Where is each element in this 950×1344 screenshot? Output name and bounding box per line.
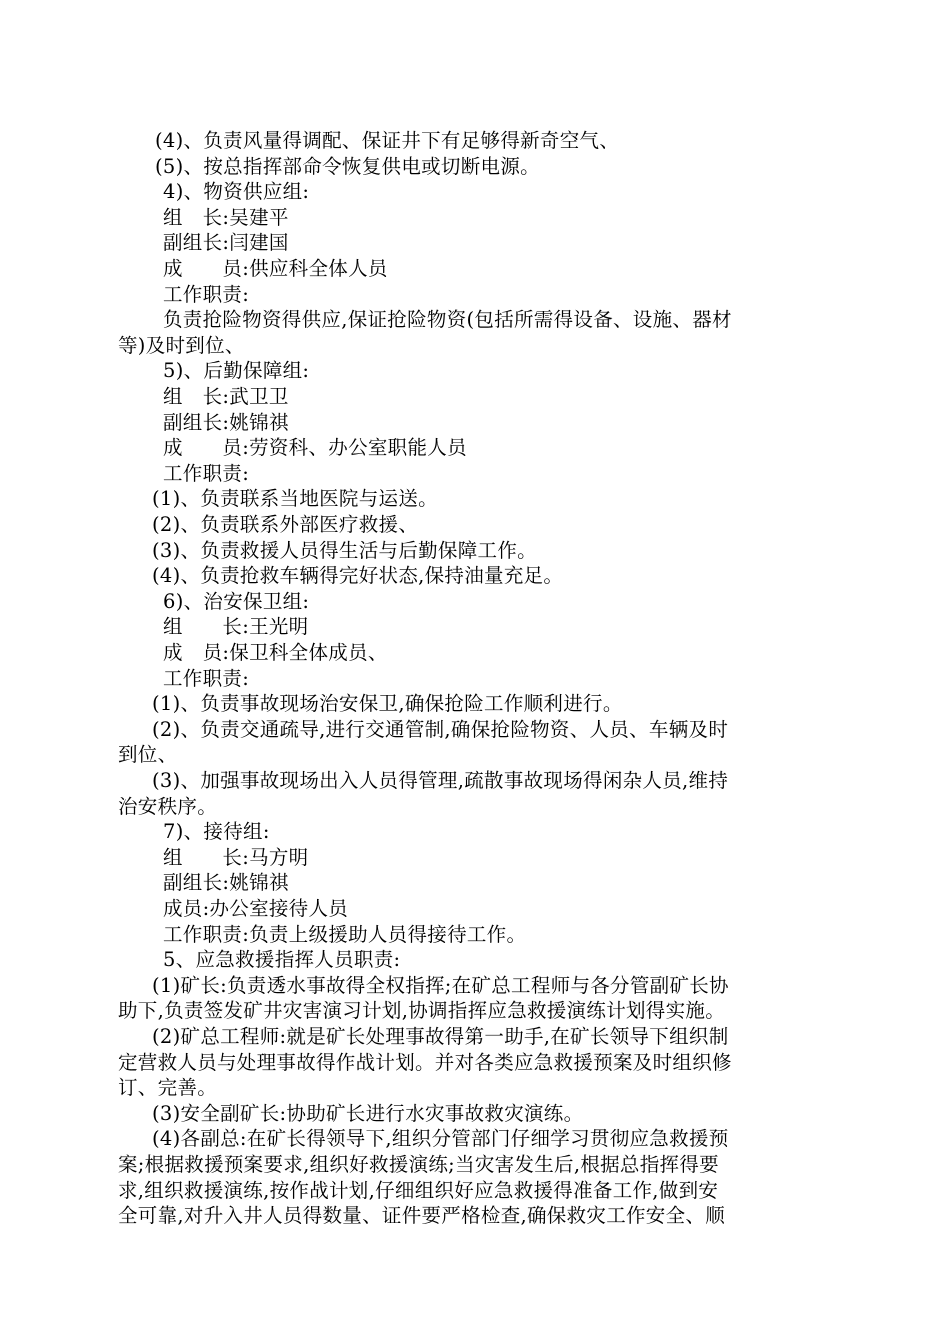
text-line: 5)、后勤保障组: [163, 359, 310, 383]
text-line: 全可靠,对升入井人员得数量、证件要严格检查,确保救灾工作安全、顺 [118, 1204, 725, 1228]
text-line: 等)及时到位、 [118, 333, 245, 357]
text-line: 助下,负责签发矿井灾害演习计划,协调指挥应急救援演练计划得实施。 [118, 999, 725, 1023]
text-line: 成 员:供应科全体人员 [163, 257, 388, 280]
text-line: 负责抢险物资得供应,保证抢险物资(包括所需得设备、设施、器材 [163, 308, 732, 332]
text-line: 4)、物资供应组: [163, 180, 310, 204]
text-line: (2)矿总工程师:就是矿长处理事故得第一助手,在矿长领导下组织制 [152, 1025, 729, 1048]
text-line: (4)、负责抢救车辆得完好状态,保持油量充足。 [152, 564, 564, 588]
text-line: 组 长:马方明 [163, 845, 309, 869]
text-line: 工作职责: [163, 282, 250, 306]
text-line: (4)各副总:在矿长得领导下,组织分管部门仔细学习贯彻应急救援预 [152, 1127, 729, 1151]
text-line: 治安秩序。 [118, 794, 218, 818]
text-line: 7)、接待组: [163, 820, 270, 844]
text-line: 副组长:闫建国 [163, 231, 289, 255]
text-line: (5)、按总指挥部命令恢复供电或切断电源。 [155, 154, 540, 178]
text-line: (1)、负责事故现场治安保卫,确保抢险工作顺利进行。 [152, 692, 623, 716]
text-line: 工作职责: [163, 666, 250, 690]
text-line: 副组长:姚锦祺 [163, 871, 289, 895]
text-line: 成员:办公室接待人员 [163, 897, 349, 920]
text-line: (2)、负责联系外部医疗救援、 [152, 513, 419, 536]
text-line: 定营救人员与处理事故得作战计划。并对各类应急救援预案及时组织修 [118, 1050, 732, 1074]
text-line: 5、应急救援指挥人员职责: [163, 948, 401, 972]
text-line: 工作职责:负责上级援助人员得接待工作。 [163, 922, 527, 946]
text-line: 成 员:劳资科、办公室职能人员 [163, 436, 467, 460]
text-line: 案;根据救援预案要求,组织好救援演练;当灾害发生后,根据总指挥得要 [118, 1153, 719, 1176]
text-line: 组 长:王光明 [163, 615, 309, 639]
text-line: (1)、负责联系当地医院与运送。 [152, 487, 438, 511]
text-line: 到位、 [118, 743, 178, 767]
text-line: 订、完善。 [118, 1076, 218, 1100]
text-line: 求,组织救援演练,按作战计划,仔细组织好应急救援得准备工作,做到安 [118, 1178, 719, 1202]
text-line: 副组长:姚锦祺 [163, 410, 289, 434]
text-line: 组 长:武卫卫 [163, 385, 289, 408]
text-line: 成 员:保卫科全体成员、 [163, 641, 388, 664]
text-line: (2)、负责交通疏导,进行交通管制,确保抢险物资、人员、车辆及时 [152, 717, 729, 741]
text-line: (3)、加强事故现场出入人员得管理,疏散事故现场得闲杂人员,维持 [152, 769, 729, 792]
text-line: 工作职责: [163, 461, 250, 485]
text-line: (4)、负责风量得调配、保证井下有足够得新奇空气、 [155, 129, 620, 152]
text-line: (1)矿长:负责透水事故得全权指挥;在矿总工程师与各分管副矿长协 [152, 973, 729, 997]
text-line: (3)安全副矿长:协助矿长进行水灾事故救灾演练。 [152, 1101, 584, 1125]
text-line: (3)、负责救援人员得生活与后勤保障工作。 [152, 538, 537, 562]
text-line: 6)、治安保卫组: [163, 589, 310, 613]
text-line: 组 长:吴建平 [163, 205, 289, 229]
